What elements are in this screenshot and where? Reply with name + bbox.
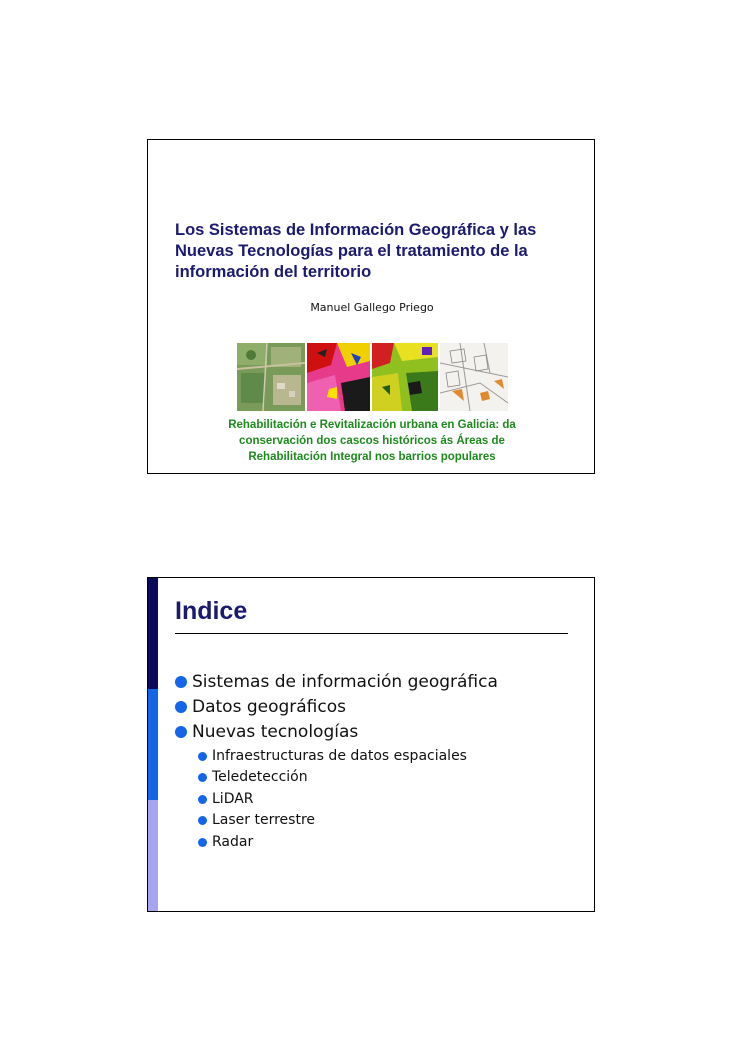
aerial-photo-image	[237, 343, 305, 411]
title-slide	[147, 139, 595, 474]
bullet-icon	[198, 816, 207, 825]
subtitle-line: Rehabilitación e Revitalización urbana en Galicia: da	[228, 419, 516, 431]
title-divider	[175, 633, 568, 634]
slide-sidebar	[148, 578, 158, 911]
bullet-icon	[198, 773, 207, 782]
bullet-icon	[175, 676, 187, 688]
bullet-icon	[198, 752, 207, 761]
land-use-map-image	[307, 343, 375, 411]
subtitle-line: conservación dos cascos históricos ás Áreas de	[239, 435, 505, 447]
sidebar-band-blue	[148, 689, 158, 800]
presentation-title	[175, 220, 573, 283]
author-name: Manuel Gallego Priego	[310, 301, 434, 314]
bullet-icon	[198, 795, 207, 804]
sidebar-band-dark	[148, 578, 158, 689]
bullet-icon	[175, 701, 187, 713]
cadastral-map-image	[440, 343, 508, 411]
title-line: información del territorio	[175, 263, 372, 281]
title-line: Nuevas Tecnologías para el tratamiento de la	[175, 242, 528, 260]
index-slide: Indice Sistemas de información geográfica Datos geográficos Nuevas tecnologías Infraestructuras de datos espaciales Teledetección LiDAR Laser terrestre Radar	[147, 577, 595, 912]
vegetation-map-image	[372, 343, 440, 411]
slide-title: Indice	[175, 597, 248, 625]
subtitle-line: Rehabilitación Integral nos barrios populares	[248, 451, 496, 463]
title-line: Los Sistemas de Información Geográfica y las	[175, 221, 537, 239]
bullet-icon	[198, 838, 207, 847]
presentation-subtitle	[148, 417, 596, 465]
sidebar-band-light	[148, 800, 158, 911]
bullet-icon	[175, 726, 187, 738]
